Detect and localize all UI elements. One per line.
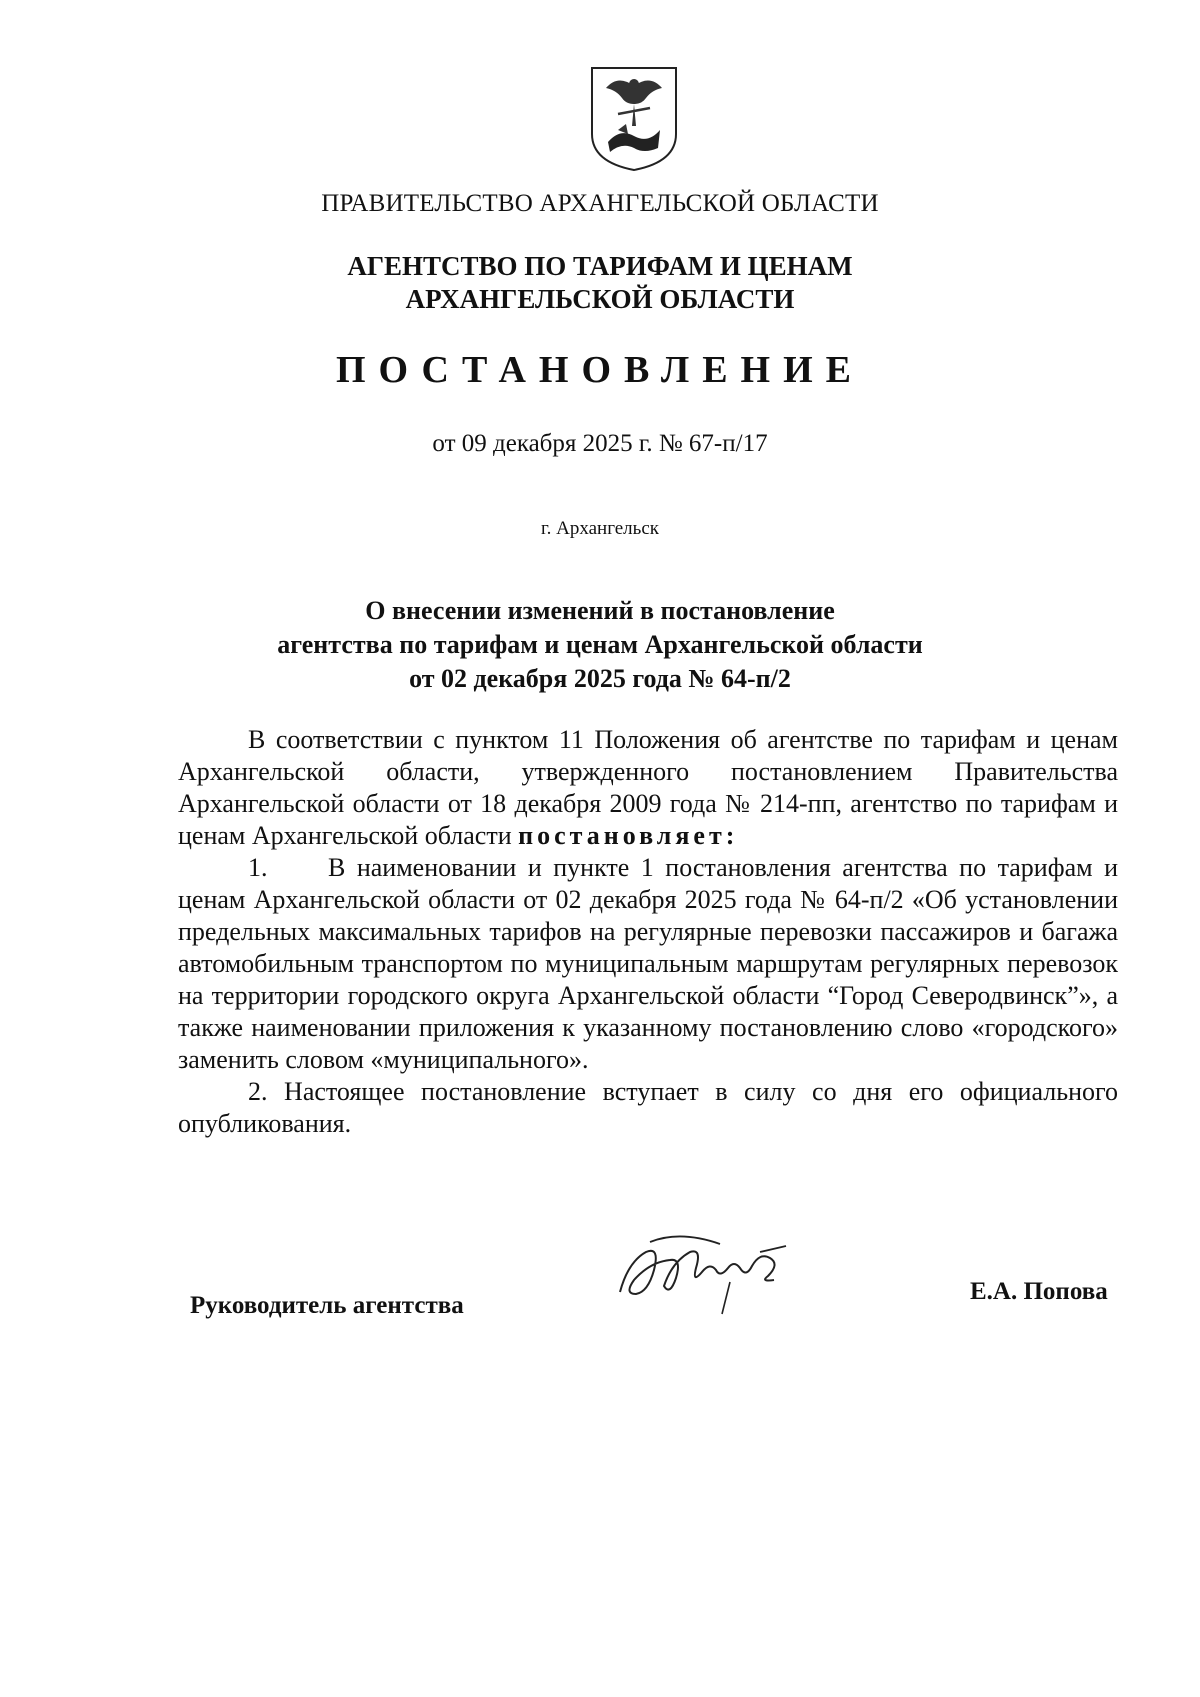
decree-word: постановляет: [518, 821, 739, 850]
agency-heading-line-1: АГЕНТСТВО ПО ТАРИФАМ И ЦЕНАМ [347, 251, 853, 281]
agency-heading [0, 250, 1200, 316]
subject-line-2: агентства по тарифам и ценам Архангельской области [277, 630, 923, 659]
government-heading: ПРАВИТЕЛЬСТВО АРХАНГЕЛЬСКОЙ ОБЛАСТИ [321, 190, 879, 217]
document-type-title: ПОСТАНОВЛЕНИЕ [335, 349, 865, 391]
document-city: г. Архангельск [540, 518, 659, 539]
signatory-name: Е.А. Попова [970, 1278, 1108, 1305]
document-body [178, 724, 1118, 1140]
subject-line-3: от 02 декабря 2025 года № 64-п/2 [409, 664, 791, 693]
preamble-text: В соответствии с пунктом 11 Положения об агентстве по тарифам и ценам Архангельской области, утвержденного постановлением Правительства Архангельской области от 18 декабря 2009 года № 214-пп, агентство по тарифам и ценам Архангельской области [178, 725, 1118, 850]
handwritten-signature [610, 1222, 800, 1322]
agency-heading-line-2: АРХАНГЕЛЬСКОЙ ОБЛАСТИ [405, 284, 795, 314]
signatory-position: Руководитель агентства [190, 1292, 464, 1319]
item-1-paragraph [178, 852, 1118, 1076]
item-2-paragraph: 2. Настоящее постановление вступает в силу со дня его официального опубликования. [178, 1077, 1118, 1138]
coat-of-arms-icon [588, 64, 680, 174]
preamble-paragraph [178, 724, 1118, 852]
item-1-number: 1. [248, 853, 268, 882]
document-date-number: от 09 декабря 2025 г. № 67-п/17 [432, 430, 768, 457]
item-1-text: В наименовании и пункте 1 постановления агентства по тарифам и ценам Архангельской области от 02 декабря 2025 года № 64-п/2 «Об установлении предельных максимальных тарифов на регулярные перевозки пассажиров и багажа автомобильным транспортом по муниципальным маршрутам регулярных перевозок на территории городского округа Архангельской области “Город Северодвинск”», а также наименовании приложения к указанному постановлению слово «городского» заменить словом «муниципального». [178, 853, 1118, 1074]
subject-line-1: О внесении изменений в постановление [365, 596, 835, 625]
document-subject [0, 594, 1200, 696]
